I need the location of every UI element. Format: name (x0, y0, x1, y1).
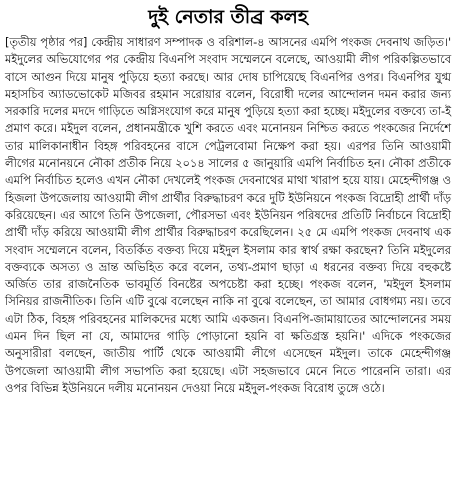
article-body (5, 34, 451, 397)
article-body-text: কেন্দ্রীয় সাধারণ সম্পাদক ও বরিশাল-৪ আসনের এমপি পংকজ দেবনাথ জড়িত।' মইদুলের অভিযোগের পর কেন্দ্রীয় বিএনপি সংবাদ সম্মেলনে বলেছে, আওয়ামী লীগ পরিকল্পিতভাবে বাসে আগুন দিয়ে মানুষ পুড়িয়ে হত্যা করছে। আর দোষ চাপিয়েছে বিএনপির ওপর। বিএনপির যুগ্ম মহাসচিব অ্যাডভোকেট মজিবর রহমান সরোয়ার বলেন, বিরোধী দলের আন্দোলন দমন করার জন্য সরকারি দলের মদদে গাড়িতে অগ্নিসংযোগ করে মানুষ পুড়িয়ে হত্যা করা হচ্ছে। মইদুলের বক্তব্যে তা-ই প্রমাণ করে। মইদুল বলেন, প্রধানমন্ত্রীকে খুশি করতে এবং মনোনয়ন নিশ্চিত করতে পংকজের নির্দেশে তার মালিকানাধীন বিহঙ্গ পরিবহনের বাসে পেট্রলবোমা নিক্ষেপ করা হয়। এরপর তিনি আওয়ামী লীগের মনোনয়নে নৌকা প্রতীক নিয়ে ২০১৪ সালের ৫ জানুয়ারি এমপি নির্বাচিত হন। নৌকা প্রতীকে এমপি নির্বাচিত হলেও এখন নৌকা দেখলেই পংকজ দেবনাথের মাথা খারাপ হয়ে যায়। মেহেন্দীগঞ্জ ও হিজলা উপজেলায় আওয়ামী লীগ প্রার্থীর বিরুদ্ধাচরণ করে দুটি ইউনিয়নে পংকজ বিদ্রোহী প্রার্থী দাঁড় করিয়েছেন। এর আগে তিনি উপজেলা, পৌরসভা এবং ইউনিয়ন পরিষদের প্রতিটি নির্বাচনে বিদ্রোহী প্রার্থী দাঁড় করিয়ে আওয়ামী লীগ প্রার্থীর বিরুদ্ধাচরণ করেছিলেন। ২৫ মে এমপি পংকজ দেবনাথ এক সংবাদ সম্মেলনে বলেন, বিতর্কিত বক্তব্য দিয়ে মইদুল ইসলাম কার স্বার্থ রক্ষা করছেন? তিনি মইদুলের বক্তব্যকে অসত্য ও ভ্রান্ত অভিহিত করে বলেন, তথ্য-প্রমাণ ছাড়া এ ধরনের বক্তব্য দিয়ে বহুকষ্টে অর্জিত তার রাজনৈতিক ভাবমূর্তি বিনষ্টের অপচেষ্টা করা হচ্ছে। পংকজ বলেন, 'মইদুল ইসলাম সিনিয়র রাজনীতিক। তিনি এটি বুঝে বলেছেন নাকি না বুঝে বলেছেন, তা আমার বোধগম্য নয়। তবে এটা ঠিক, বিহঙ্গ পরিবহনের মালিকদের মধ্যে আমি একজন। বিএনপি-জামায়াতের আন্দোলনের সময় এমন দিন ছিল না যে, আমাদের গাড়ি পোড়ানো হয়নি বা ক্ষতিগ্রস্ত হয়নি।' এদিকে পংকজের অনুসারীরা বলছেন, জাতীয় পার্টি থেকে আওয়ামী লীগে এসেছেন মইদুল। তাকে মেহেন্দীগঞ্জ উপজেলা আওয়ামী লীগ সভাপতি করা হয়েছে। এটা সহজভাবে মেনে নিতে পারেননি তারা। এর ওপর বিভিন্ন ইউনিয়নে দলীয় মনোনয়ন দেওয়া নিয়ে মইদুল-পংকজ বিরোধ তুঙ্গে ওঠে। (5, 35, 452, 395)
article-headline: দুই নেতার তীব্র কলহ (148, 6, 308, 28)
continuation-label: [তৃতীয় পৃষ্ঠার পর] (5, 35, 88, 49)
